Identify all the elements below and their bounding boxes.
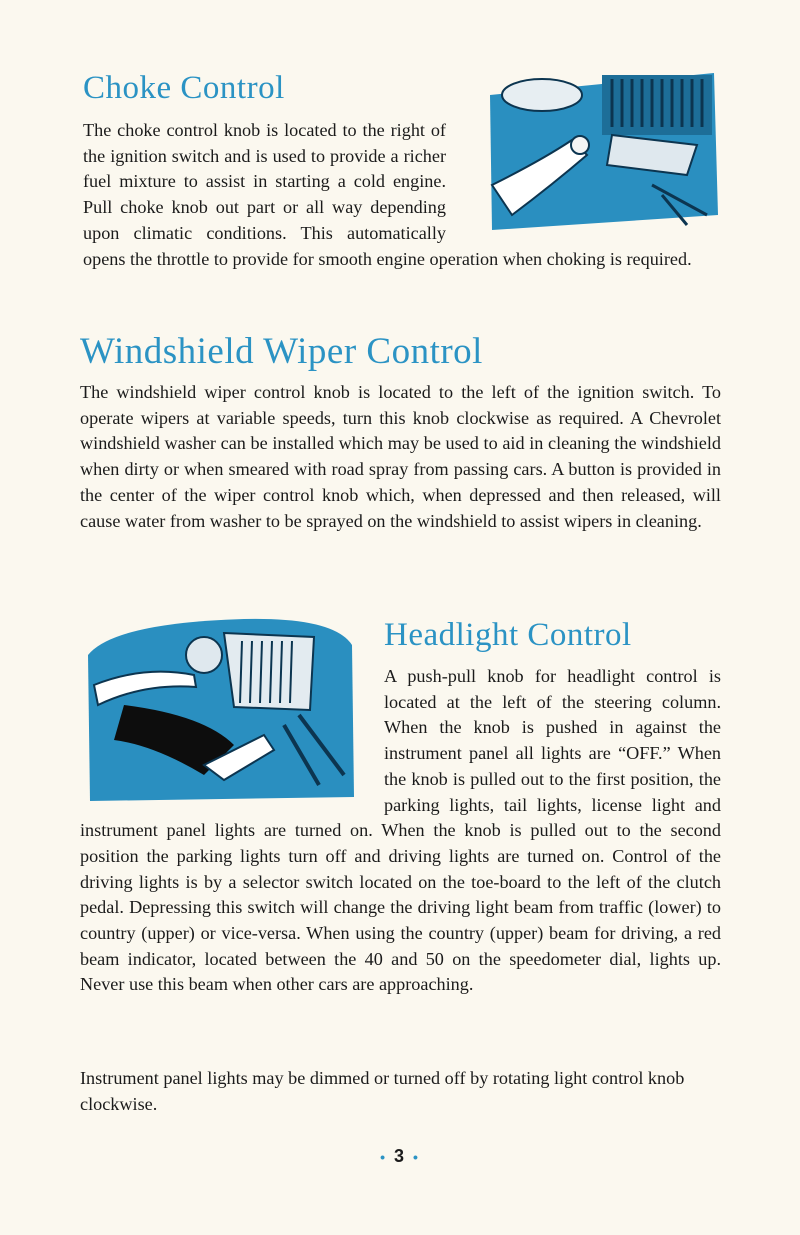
headlight-dimming-text: Instrument panel lights may be dimmed or turned off by rotating light control knob clockwise. xyxy=(80,1068,685,1114)
headlight-control-text: A push-pull knob for headlight control is located at the left of the steering column. When the knob is pushed in against the instrument panel all lights are “OFF.” When the knob is pulled out to the first position, the parking lights, tail lights, license light and instrument panel lights are turned on. When the knob is pulled out to the second position the parking lights turn off and driving lights are turned on. Control of the driving lights is by a selector switch located on the toe-board to the left of the clutch pedal. Depressing this switch will change the driving light beam from traffic (lower) to country (upper) or vice-versa. When using the country (upper) beam for driving, a red beam indicator, located between the 40 and 50 on the speedometer dial, lights up. Never use this beam when other cars are approaching. xyxy=(80,666,721,995)
page-number-bullet-left: • xyxy=(380,1149,387,1165)
windshield-wiper-text: The windshield wiper control knob is located to the left of the ignition switch. To operate wipers at variable speeds, turn this knob clockwise as required. A Chevrolet windshield washer can be installed which may be used to aid in cleaning the windshield when dirty or when smeared with road spray from passing cars. A button is provided in the center of the wiper control knob which, when depressed and then released, will cause water from washer to be sprayed on the windshield to assist wipers in cleaning. xyxy=(80,382,721,531)
page-number xyxy=(0,1146,800,1167)
headlight-control-text-wrap-spacer xyxy=(80,664,384,804)
choke-control-text: The choke control knob is located to the right of the ignition switch and is used to provide a richer fuel mixture to assist in starting a cold engine. Pull choke knob out part or all way depending upon climatic conditions. This automatically opens the throttle to provide for smooth engine operation when choking is required. xyxy=(83,118,721,272)
choke-control-text-wrap-spacer xyxy=(446,118,721,230)
page-number-bullet-right: • xyxy=(413,1149,420,1165)
choke-control-heading: Choke Control xyxy=(83,70,285,106)
headlight-control-heading: Headlight Control xyxy=(384,617,632,653)
windshield-wiper-heading: Windshield Wiper Control xyxy=(80,331,483,372)
page-number-value: 3 xyxy=(393,1146,406,1166)
